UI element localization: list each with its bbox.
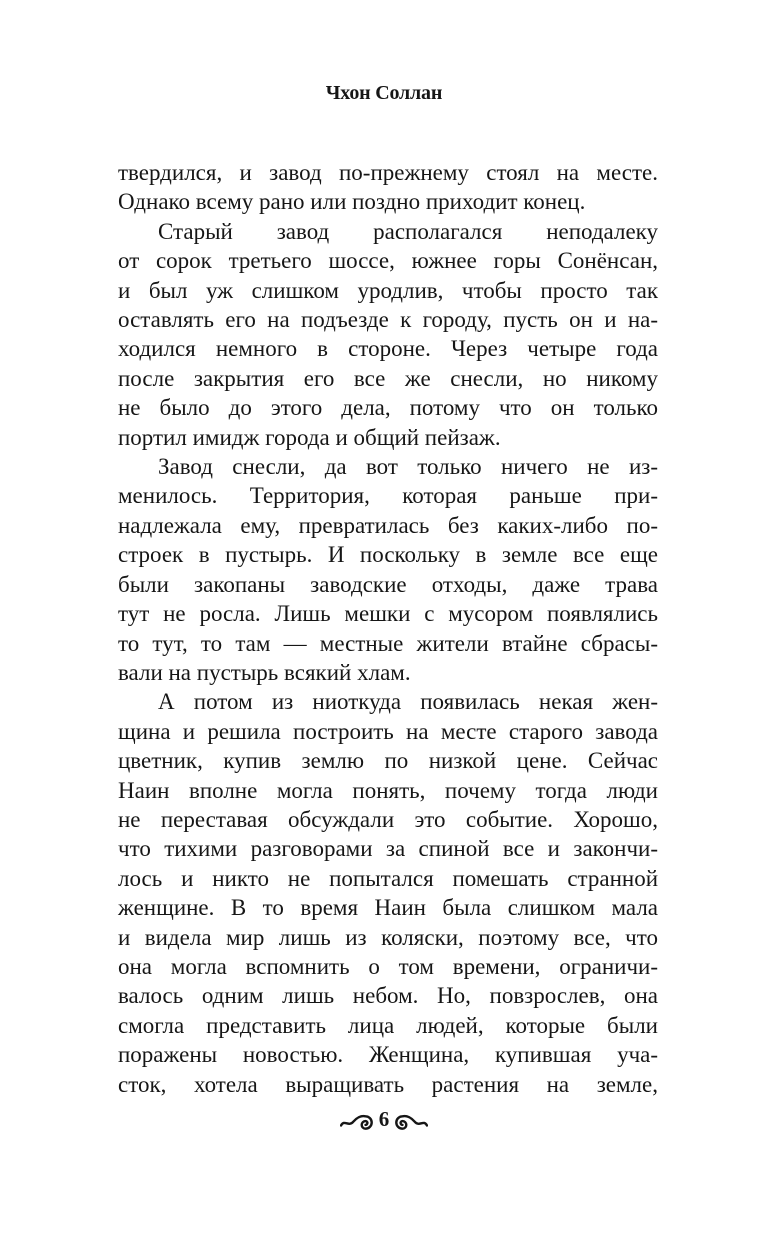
text-line: смогла представить лица людей, которые были xyxy=(118,1012,658,1038)
text-line: Наин вполне могла понять, почему тогда люди xyxy=(118,777,658,803)
text-line: лось и никто не попытался помешать странной xyxy=(118,865,658,891)
text-line: сток, хотела выращивать растения на земле, xyxy=(118,1071,658,1097)
text-line: цветник, купив землю по низкой цене. Сейчас xyxy=(118,748,658,774)
footer-flourish-right-icon xyxy=(394,1110,428,1131)
page-footer xyxy=(0,1107,768,1131)
text-line: строек в пустырь. И поскольку в земле все еще xyxy=(118,542,658,568)
text-line: оставлять его на подъезде к городу, пусть он и на- xyxy=(118,307,658,333)
text-line: Однако всему рано или поздно приходит конец. xyxy=(118,189,586,215)
text-line: твердился, и завод по-прежнему стоял на месте. xyxy=(118,160,658,185)
text-line: валось одним лишь небом. Но, повзрослев, она xyxy=(118,983,658,1009)
text-line: она могла вспомнить о том времени, ограничи- xyxy=(118,953,658,979)
body-text-block xyxy=(118,158,658,1099)
text-line: и видела мир лишь из коляски, поэтому все, что xyxy=(118,924,658,950)
text-line: Завод снесли, да вот только ничего не из- xyxy=(158,454,658,480)
text-line: менилось. Территория, которая раньше при- xyxy=(118,483,658,509)
footer-flourish-left-icon xyxy=(340,1110,374,1131)
text-line: что тихими разговорами за спиной все и закончи- xyxy=(118,836,658,862)
text-line: ходился немного в стороне. Через четыре года xyxy=(118,336,658,362)
text-line: женщине. В то время Наин была слишком мала xyxy=(118,895,658,921)
text-line: то тут, то там — местные жители втайне сбрасы- xyxy=(118,630,658,656)
page-number: 6 xyxy=(378,1107,390,1131)
text-line: щина и решила построить на месте старого завода xyxy=(118,718,658,744)
text-line: надлежала ему, превратилась без каких-либо по- xyxy=(118,512,658,538)
text-line: Старый завод располагался неподалеку xyxy=(158,218,658,244)
text-line: не было до этого дела, потому что он только xyxy=(118,395,658,421)
text-line: были закопаны заводские отходы, даже трава xyxy=(118,571,658,597)
text-line: вали на пустырь всякий хлам. xyxy=(118,659,411,685)
text-line: не переставая обсуждали это событие. Хорошо, xyxy=(118,806,658,832)
text-line: и был уж слишком уродлив, чтобы просто так xyxy=(118,277,658,303)
running-header-author: Чхон Соллан xyxy=(325,82,443,104)
text-line: после закрытия его все же снесли, но никому xyxy=(118,365,658,391)
text-line: от сорок третьего шоссе, южнее горы Сонёнсан, xyxy=(118,248,658,274)
text-line: портил имидж города и общий пейзаж. xyxy=(118,424,501,450)
text-line: тут не росла. Лишь мешки с мусором появлялись xyxy=(118,601,658,627)
text-line: А потом из ниоткуда появилась некая жен- xyxy=(158,689,658,715)
text-line: поражены новостью. Женщина, купившая уча- xyxy=(118,1042,658,1068)
